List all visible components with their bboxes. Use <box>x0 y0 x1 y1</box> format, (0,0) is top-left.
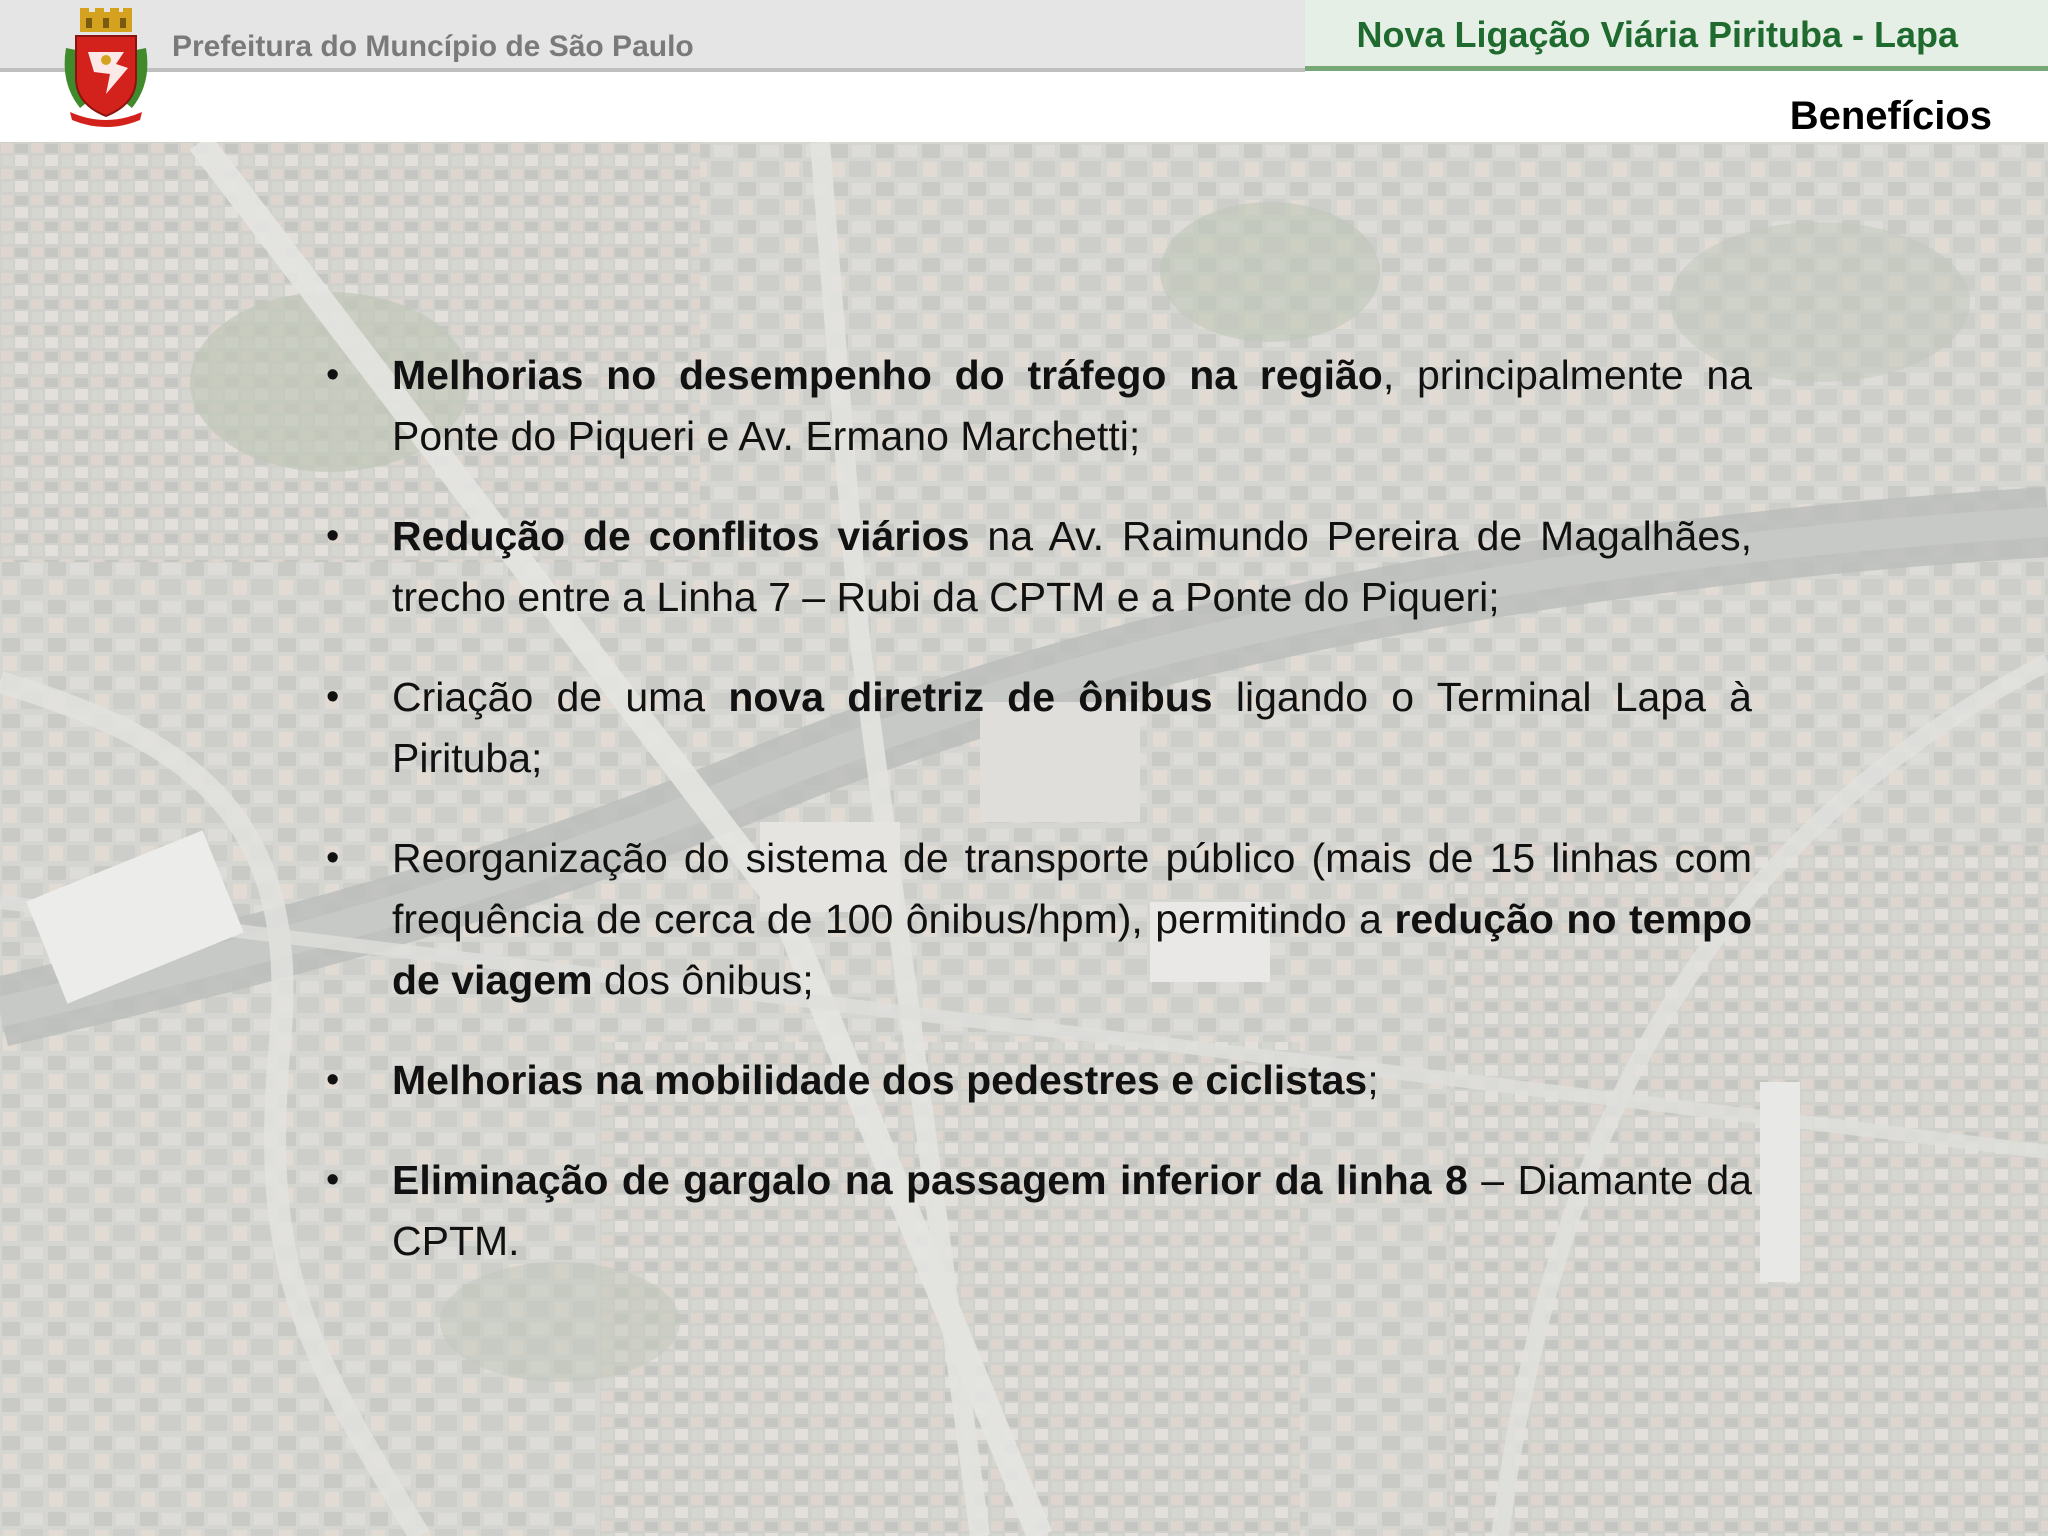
organization-name: Prefeitura do Muncípio de São Paulo <box>172 30 694 63</box>
benefit-4-text-end: dos ônibus; <box>592 957 814 1003</box>
benefit-6-text: – Diamante da CPTM. <box>392 1157 1752 1264</box>
benefit-item-1 <box>322 345 1752 467</box>
slide-header <box>0 0 2048 142</box>
benefit-2-emphasis: Redução de conflitos viários <box>392 513 970 559</box>
benefit-1-emphasis: Melhorias no desempenho do tráfego na região <box>392 352 1383 398</box>
benefit-3-emphasis: nova diretriz de ônibus <box>728 674 1213 720</box>
benefit-2-text: na Av. Raimundo Pereira de Magalhães, trecho entre a Linha 7 – Rubi da CPTM e a Ponte do Piqueri; <box>392 513 1753 620</box>
benefit-item-2 <box>322 506 1752 628</box>
benefit-1-text: , principalmente na Ponte do Piqueri e Av. Ermano Marchetti; <box>392 352 1752 459</box>
bullet-icon: • <box>326 515 340 557</box>
bullet-icon: • <box>326 1059 340 1101</box>
benefit-5-emphasis: Melhorias na mobilidade dos pedestres e ciclistas <box>392 1057 1368 1103</box>
benefit-item-3 <box>322 667 1752 789</box>
benefit-6-emphasis: Eliminação de gargalo na passagem inferior da linha 8 <box>392 1157 1468 1203</box>
benefit-4-emphasis: redução no tempo de viagem <box>392 896 1752 1003</box>
bullet-icon: • <box>326 676 340 718</box>
project-title: Nova Ligação Viária Pirituba - Lapa <box>1356 14 1958 55</box>
benefit-5-text: ; <box>1367 1057 1379 1103</box>
benefit-3-text-end: ligando o Terminal Lapa à Pirituba; <box>392 674 1752 781</box>
benefit-3-text-start: Criação de uma <box>392 674 729 720</box>
benefit-4-text-start: Reorganização do sistema de transporte público (mais de 15 linhas com frequência de cerca de 100 ônibus/hpm), permitindo a <box>392 835 1752 942</box>
benefit-item-4 <box>322 828 1752 1011</box>
section-title: Benefícios <box>1789 94 1992 138</box>
benefit-item-5 <box>322 1050 1752 1111</box>
bullet-icon: • <box>326 354 340 396</box>
benefits-content <box>322 345 1752 1311</box>
benefit-item-6 <box>322 1150 1752 1272</box>
benefits-list <box>322 345 1752 1272</box>
bullet-icon: • <box>326 837 340 879</box>
sao-paulo-coat-of-arms-icon <box>60 8 152 128</box>
bullet-icon: • <box>326 1159 340 1201</box>
